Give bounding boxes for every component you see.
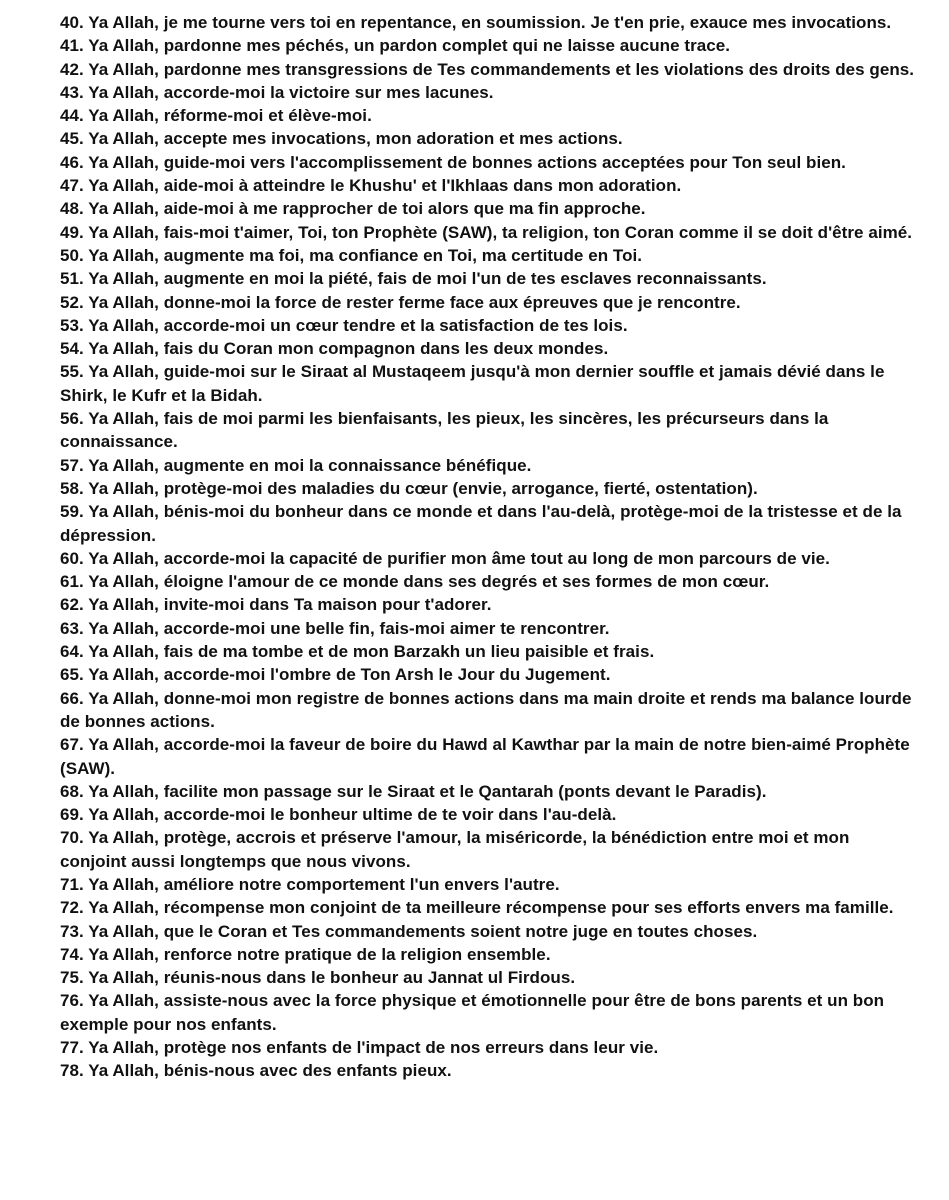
invocation-45: 45. Ya Allah, accepte mes invocations, mon adoration et mes actions. (60, 129, 623, 149)
invocation-56: 56. Ya Allah, fais de moi parmi les bienfaisants, les pieux, les sincères, les précurseurs dans la connaissance. (60, 409, 829, 452)
invocation-57: 57. Ya Allah, augmente en moi la connaissance bénéfique. (60, 455, 532, 475)
invocation-41: 41. Ya Allah, pardonne mes péchés, un pardon complet qui ne laisse aucune trace. (60, 36, 731, 56)
invocation-71: 71. Ya Allah, améliore notre comportement l'un envers l'autre. (60, 874, 560, 894)
invocation-64: 64. Ya Allah, fais de ma tombe et de mon Barzakh un lieu paisible et frais. (60, 642, 655, 662)
invocation-61: 61. Ya Allah, éloigne l'amour de ce monde dans ses degrés et ses formes de mon cœur. (60, 572, 770, 592)
invocation-70: 70. Ya Allah, protège, accrois et préserve l'amour, la miséricorde, la bénédiction entre moi et mon conjoint aussi longtemps que nous vivons. (60, 828, 850, 871)
invocation-list (60, 11, 919, 1083)
invocation-52: 52. Ya Allah, donne-moi la force de rester ferme face aux épreuves que je rencontre. (60, 292, 741, 312)
invocation-67: 67. Ya Allah, accorde-moi la faveur de boire du Hawd al Kawthar par la main de notre bien-aimé Prophète (SAW). (60, 735, 910, 778)
invocation-76: 76. Ya Allah, assiste-nous avec la force physique et émotionnelle pour être de bons parents et un bon exemple pour nos enfants. (60, 991, 885, 1034)
invocation-59: 59. Ya Allah, bénis-moi du bonheur dans ce monde et dans l'au-delà, protège-moi de la tristesse et de la dépression. (60, 502, 902, 545)
invocation-72: 72. Ya Allah, récompense mon conjoint de ta meilleure récompense pour ses efforts envers ma famille. (60, 898, 894, 918)
invocation-40: 40. Ya Allah, je me tourne vers toi en repentance, en soumission. Je t'en prie, exauce mes invocations. (60, 13, 892, 32)
invocation-49: 49. Ya Allah, fais-moi t'aimer, Toi, ton Prophète (SAW), ta religion, ton Coran comme il se doit d'être aimé. (60, 222, 913, 242)
invocation-54: 54. Ya Allah, fais du Coran mon compagnon dans les deux mondes. (60, 339, 609, 359)
invocation-69: 69. Ya Allah, accorde-moi le bonheur ultime de te voir dans l'au-delà. (60, 805, 617, 825)
invocation-58: 58. Ya Allah, protège-moi des maladies du cœur (envie, arrogance, fierté, ostentation). (60, 478, 758, 498)
invocation-77: 77. Ya Allah, protège nos enfants de l'impact de nos erreurs dans leur vie. (60, 1038, 659, 1058)
invocation-75: 75. Ya Allah, réunis-nous dans le bonheur au Jannat ul Firdous. (60, 968, 576, 988)
invocation-50: 50. Ya Allah, augmente ma foi, ma confiance en Toi, ma certitude en Toi. (60, 245, 643, 265)
invocation-55: 55. Ya Allah, guide-moi sur le Siraat al Mustaqeem jusqu'à mon dernier souffle et jamais dévié dans le Shirk, le Kufr et la Bidah. (60, 362, 885, 405)
invocation-47: 47. Ya Allah, aide-moi à atteindre le Khushu' et l'Ikhlaas dans mon adoration. (60, 176, 682, 196)
invocation-44: 44. Ya Allah, réforme-moi et élève-moi. (60, 106, 372, 126)
invocation-43: 43. Ya Allah, accorde-moi la victoire sur mes lacunes. (60, 82, 494, 102)
invocation-68: 68. Ya Allah, facilite mon passage sur le Siraat et le Qantarah (ponts devant le Paradis). (60, 781, 767, 801)
invocation-66: 66. Ya Allah, donne-moi mon registre de bonnes actions dans ma main droite et rends ma balance lourde de bonnes actions. (60, 688, 912, 731)
invocation-60: 60. Ya Allah, accorde-moi la capacité de purifier mon âme tout au long de mon parcours de vie. (60, 548, 830, 568)
invocation-65: 65. Ya Allah, accorde-moi l'ombre de Ton Arsh le Jour du Jugement. (60, 665, 611, 685)
invocation-51: 51. Ya Allah, augmente en moi la piété, fais de moi l'un de tes esclaves reconnaissants. (60, 269, 767, 289)
invocation-42: 42. Ya Allah, pardonne mes transgressions de Tes commandements et les violations des droits des gens. (60, 59, 915, 79)
invocation-62: 62. Ya Allah, invite-moi dans Ta maison pour t'adorer. (60, 595, 492, 615)
invocation-53: 53. Ya Allah, accorde-moi un cœur tendre et la satisfaction de tes lois. (60, 315, 628, 335)
invocation-78: 78. Ya Allah, bénis-nous avec des enfants pieux. (60, 1061, 452, 1081)
invocation-48: 48. Ya Allah, aide-moi à me rapprocher de toi alors que ma fin approche. (60, 199, 646, 219)
invocation-73: 73. Ya Allah, que le Coran et Tes commandements soient notre juge en toutes choses. (60, 921, 758, 941)
invocation-63: 63. Ya Allah, accorde-moi une belle fin, fais-moi aimer te rencontrer. (60, 618, 610, 638)
invocation-46: 46. Ya Allah, guide-moi vers l'accomplissement de bonnes actions acceptées pour Ton seul bien. (60, 152, 846, 172)
invocation-74: 74. Ya Allah, renforce notre pratique de la religion ensemble. (60, 944, 551, 964)
